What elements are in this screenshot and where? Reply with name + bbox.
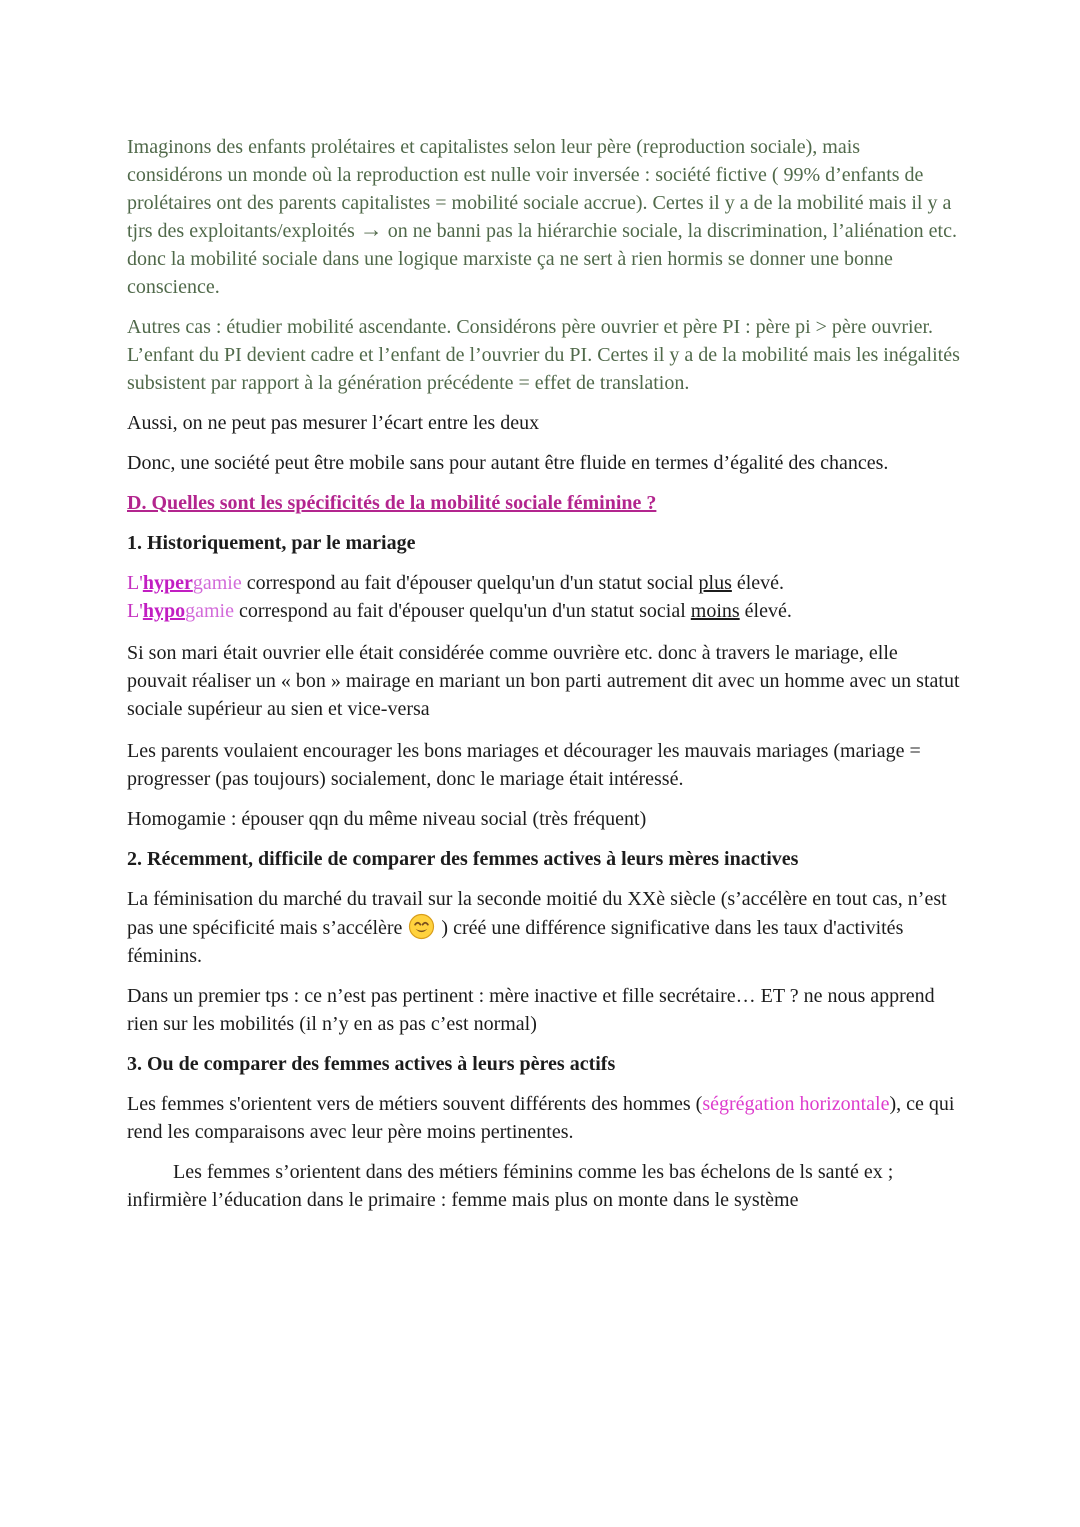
segregation-text-after: ), ce qui rend les comparaisons avec leur père moins pertinentes.: [127, 1093, 955, 1143]
segregation-horizontale-term: ségrégation horizontale: [702, 1093, 890, 1115]
paragraph-donc: Donc, une société peut être mobile sans pour autant être fluide en termes d’égalité des chances.: [127, 452, 889, 474]
intro-text-after-arrow: on ne banni pas la hiérarchie sociale, la discrimination, l’aliénation etc. donc la mobilité sociale dans une logique marxiste ça ne sert à rien hormis se donner une bonne conscience.: [127, 220, 957, 298]
document-content: [127, 133, 960, 1226]
paragraph-les-parents: Les parents voulaient encourager les bons mariages et décourager les mauvais mariages (mariage = progresser (pas toujours) socialement, donc le mariage était intéressé.: [127, 740, 921, 790]
hypergamie-article: L': [127, 572, 143, 594]
hypergamie-line: [127, 569, 960, 597]
hypogamie-article: L': [127, 600, 143, 622]
hypergamie-suffix: gamie: [192, 572, 242, 594]
hypergamie-root-term: hyper: [142, 572, 193, 594]
right-arrow-icon: →: [359, 217, 383, 242]
feminisation-text-after-emoji: ) créé une différence significative dans les taux d'activités féminins.: [127, 917, 904, 967]
paragraph-hypergamie-hypogamie: [127, 569, 960, 625]
hypogamie-suffix: gamie: [185, 600, 234, 622]
hypogamie-definition-end: élevé.: [739, 600, 792, 622]
hypogamie-root-term: hypo: [142, 600, 186, 622]
paragraph-imaginons: [127, 133, 960, 301]
hypergamie-definition-end: élevé.: [731, 572, 785, 594]
subheading-1-mariage: 1. Historiquement, par le mariage: [127, 532, 416, 554]
hypergamie-definition: correspond au fait d'épouser quelqu'un d'un statut social: [241, 572, 699, 594]
intro-text-before-arrow: Imaginons des enfants prolétaires et capitalistes selon leur père (reproduction sociale), mais considérons un monde où la reproduction est nulle voir inversée : société fictive ( 99% d’enfants de prolétaires ont des parents capitalistes = mobilité sociale accrue). Certes il y a de la mobilité mais il y a tjrs des exploitants/exploités: [127, 136, 952, 242]
paragraph-feminisation: [127, 885, 960, 970]
paragraph-segregation: [127, 1090, 960, 1146]
hypergamie-emphasis-plus: plus: [698, 572, 732, 594]
hypogamie-definition: correspond au fait d'épouser quelqu'un d'un statut social: [233, 600, 691, 622]
paragraph-premier-tps: Dans un premier tps : ce n’est pas pertinent : mère inactive et fille secrétaire… ET ? ne nous apprend rien sur les mobilités (il n’y en as pas c’est normal): [127, 985, 935, 1035]
paragraph-autres-cas: Autres cas : étudier mobilité ascendante. Considérons père ouvrier et père PI : père pi > père ouvrier. L’enfant du PI devient cadre et l’enfant de l’ouvrier du PI. Certes il y a de la mobilité mais les inégalités subsistent par rapport à la génération précédente = effet de translation.: [127, 316, 960, 394]
paragraph-homogamie: Homogamie : épouser qqn du même niveau social (très fréquent): [127, 808, 647, 830]
smiling-face-emoji-icon: [408, 913, 435, 940]
subheading-2-femmes-actives-meres: 2. Récemment, difficile de comparer des femmes actives à leurs mères inactives: [127, 848, 799, 870]
hypogamie-line: [127, 597, 960, 625]
feminisation-text-before-emoji: La féminisation du marché du travail sur la seconde moitié du XXè siècle (s’accélère en tout cas, n’est pas une spécificité mais s’accélère: [127, 888, 947, 939]
hypogamie-emphasis-moins: moins: [690, 600, 740, 622]
subheading-3-femmes-actives-peres: 3. Ou de comparer des femmes actives à leurs pères actifs: [127, 1053, 616, 1075]
paragraph-metiers-feminins: Les femmes s’orientent dans des métiers féminins comme les bas échelons de ls santé ex ; infirmière l’éducation dans le primaire : femme mais plus on monte dans le système: [127, 1161, 894, 1211]
heading-d-mobilite-feminine: D. Quelles sont les spécificités de la mobilité sociale féminine ?: [127, 492, 657, 514]
paragraph-aussi: Aussi, on ne peut pas mesurer l’écart entre les deux: [127, 412, 540, 434]
segregation-text-before: Les femmes s'orientent vers de métiers souvent différents des hommes (: [127, 1093, 703, 1115]
paragraph-si-son-mari: Si son mari était ouvrier elle était considérée comme ouvrière etc. donc à travers le mariage, elle pouvait réaliser un « bon » mairage en mariant un bon parti autrement dit avec un homme avec un statut sociale supérieur au sien et vice-versa: [127, 642, 960, 720]
